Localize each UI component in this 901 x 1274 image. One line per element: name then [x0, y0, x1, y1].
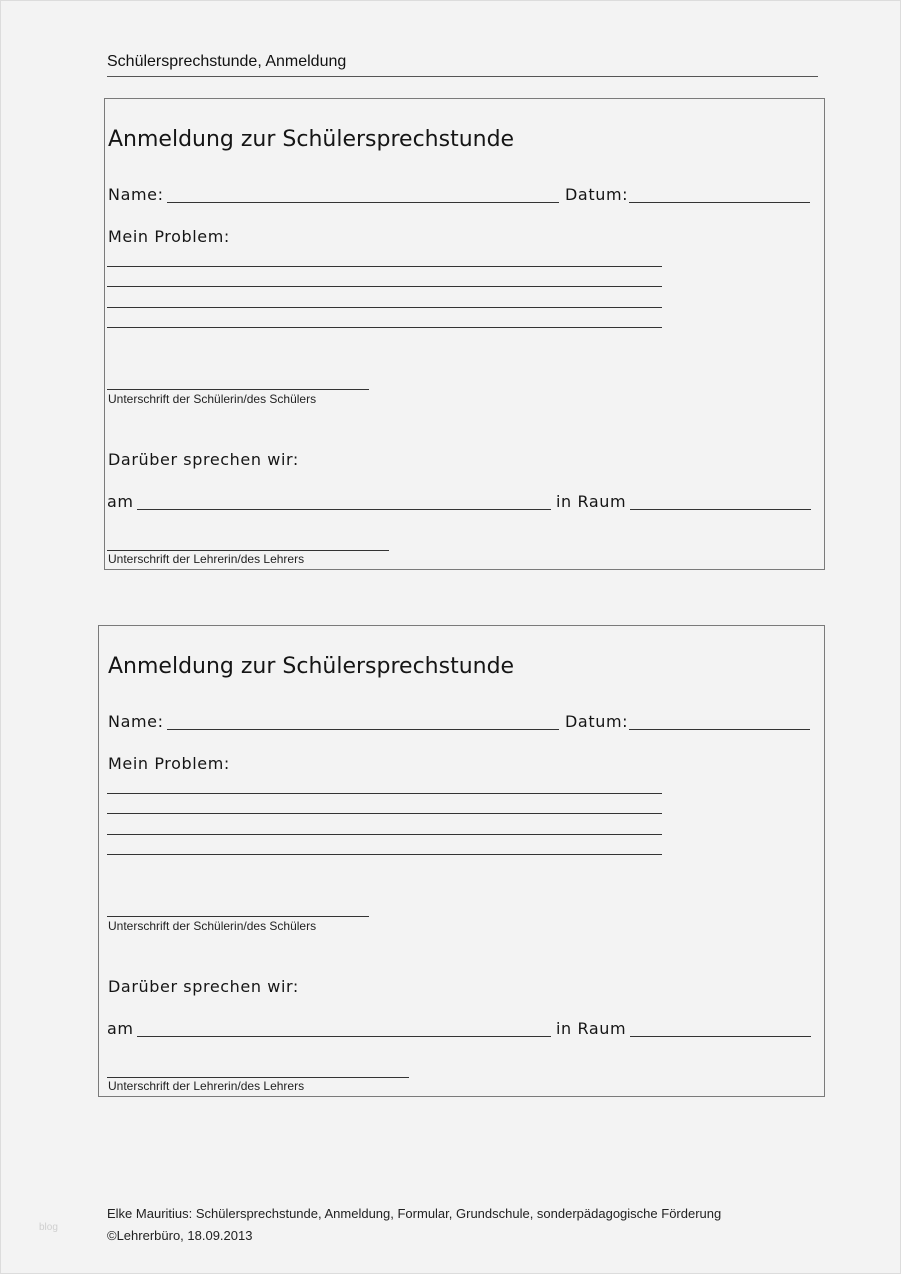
date-time-line[interactable] [137, 509, 551, 510]
problem-line-3[interactable] [107, 834, 662, 835]
room-label: in Raum [556, 492, 627, 511]
name-line[interactable] [167, 729, 559, 730]
student-signature-caption: Unterschrift der Schülerin/des Schülers [108, 919, 317, 933]
student-signature-line[interactable] [107, 389, 369, 390]
footer-copyright-line: ©Lehrerbüro, 18.09.2013 [107, 1228, 253, 1243]
teacher-signature-caption: Unterschrift der Lehrerin/des Lehrers [108, 1079, 305, 1093]
page-header-title: Schülersprechstunde, Anmeldung [107, 53, 347, 70]
problem-line-1[interactable] [107, 793, 662, 794]
date-line[interactable] [629, 202, 810, 203]
date-label: Datum: [565, 712, 629, 731]
problem-line-1[interactable] [107, 266, 662, 267]
on-label: am [107, 1019, 134, 1038]
watermark: blog [39, 1222, 58, 1233]
form-title: Anmeldung zur Schülersprechstunde [108, 127, 515, 152]
student-signature-line[interactable] [107, 916, 369, 917]
name-label: Name: [108, 712, 164, 731]
name-label: Name: [108, 185, 164, 204]
student-signature-caption: Unterschrift der Schülerin/des Schülers [108, 392, 317, 406]
problem-line-4[interactable] [107, 854, 662, 855]
room-line[interactable] [630, 509, 811, 510]
problem-line-4[interactable] [107, 327, 662, 328]
date-time-line[interactable] [137, 1036, 551, 1037]
teacher-signature-caption: Unterschrift der Lehrerin/des Lehrers [108, 552, 305, 566]
room-line[interactable] [630, 1036, 811, 1037]
problem-label: Mein Problem: [108, 754, 230, 773]
talk-label: Darüber sprechen wir: [108, 977, 299, 996]
room-label: in Raum [556, 1019, 627, 1038]
name-line[interactable] [167, 202, 559, 203]
teacher-signature-line[interactable] [107, 1077, 409, 1078]
header-rule [107, 76, 818, 77]
registration-form-2 [98, 625, 825, 1097]
registration-form-1 [104, 98, 825, 570]
date-label: Datum: [565, 185, 629, 204]
form-title: Anmeldung zur Schülersprechstunde [108, 654, 515, 679]
date-line[interactable] [629, 729, 810, 730]
problem-label: Mein Problem: [108, 227, 230, 246]
problem-line-2[interactable] [107, 286, 662, 287]
problem-line-2[interactable] [107, 813, 662, 814]
footer-author-line: Elke Mauritius: Schülersprechstunde, Anmeldung, Formular, Grundschule, sonderpädagogische Förderung [107, 1206, 722, 1221]
talk-label: Darüber sprechen wir: [108, 450, 299, 469]
problem-line-3[interactable] [107, 307, 662, 308]
teacher-signature-line[interactable] [107, 550, 389, 551]
on-label: am [107, 492, 134, 511]
